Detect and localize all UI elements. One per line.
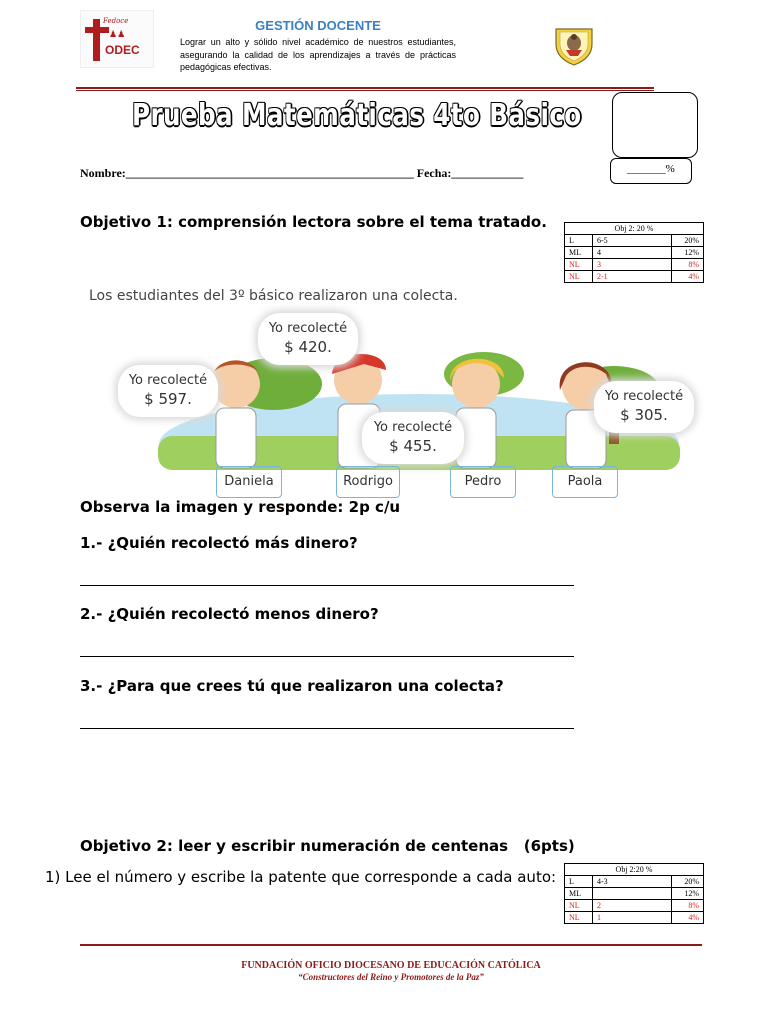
name-label-rodrigo: Rodrigo: [336, 466, 400, 498]
rubric-header: Obj 2:20 %: [565, 864, 704, 876]
school-crest-icon: [552, 26, 596, 66]
name-label-pedro: Pedro: [450, 466, 516, 498]
collection-illustration: [80, 284, 694, 500]
rubric-pct: 12%: [672, 888, 704, 900]
rubric-level: NL: [565, 900, 593, 912]
bubble-phrase: Yo recolecté: [268, 321, 348, 336]
rubric-range: 1: [593, 912, 672, 924]
rubric-range: 2-1: [593, 271, 672, 283]
rubric-range: 6-5: [593, 235, 672, 247]
rubric-pct: 4%: [672, 271, 704, 283]
speech-bubble-pedro: [362, 412, 464, 464]
rubric-range: 2: [593, 900, 672, 912]
mission-statement: Lograr un alto y sólido nivel académico de nuestros estudiantes, asegurando la calidad de los aprendizajes a través de prácticas pedagógicas efectivas.: [180, 37, 456, 72]
bubble-amount: $ 455.: [389, 437, 437, 455]
rubric-row: [565, 259, 704, 271]
cross-icon: [93, 19, 100, 61]
page-title: Prueba Matemáticas 4to Básico: [132, 98, 582, 133]
answer-line-1[interactable]: [80, 585, 574, 586]
rubric-level: ML: [565, 888, 593, 900]
bubble-phrase: Yo recolecté: [128, 373, 208, 388]
figures-icon: ♟♟: [109, 30, 126, 40]
rubric-row: [565, 876, 704, 888]
logo-brand-text: ODEC: [105, 43, 140, 57]
answer-line-2[interactable]: [80, 656, 574, 657]
instructions: Observa la imagen y responde: 2p c/u: [80, 498, 401, 516]
bubble-phrase: Yo recolecté: [604, 389, 684, 404]
objective-2-heading: Objetivo 2: leer y escribir numeración de centenas (6pts): [80, 837, 575, 855]
answer-line-3[interactable]: [80, 728, 574, 729]
objective-2-rubric: [564, 863, 704, 924]
rubric-pct: 4%: [672, 912, 704, 924]
gestion-title: GESTIÓN DOCENTE: [255, 18, 381, 33]
rubric-range: 3: [593, 259, 672, 271]
question-3: 3.- ¿Para que crees tú que realizaron una colecta?: [80, 677, 504, 695]
rubric-range: [593, 888, 672, 900]
speech-bubble-paola: [594, 381, 694, 433]
rubric-level: ML: [565, 247, 593, 259]
header-divider: [76, 87, 654, 91]
footer-organization: FUNDACIÓN OFICIO DIOCESANO DE EDUCACIÓN CATÓLICA: [241, 960, 541, 971]
logo-small-text: Fedoce: [103, 17, 129, 25]
illustration-intro: Los estudiantes del 3º básico realizaron una colecta.: [89, 288, 458, 304]
name-date-line[interactable]: Nombre:________________________________________________ Fecha:____________: [80, 166, 524, 180]
rubric-level: L: [565, 235, 593, 247]
speech-bubble-daniela: [118, 365, 218, 417]
rubric-level: L: [565, 876, 593, 888]
rubric-pct: 12%: [672, 247, 704, 259]
bubble-amount: $ 597.: [144, 390, 192, 408]
objective-2-question: 1) Lee el número y escribe la patente que corresponde a cada auto:: [45, 868, 557, 886]
rubric-range: 4: [593, 247, 672, 259]
rubric-pct: 8%: [672, 900, 704, 912]
speech-bubble-rodrigo: [258, 313, 358, 365]
rubric-row: [565, 888, 704, 900]
rubric-row: [565, 271, 704, 283]
rubric-level: NL: [565, 912, 593, 924]
rubric-pct: 8%: [672, 259, 704, 271]
objective-1-rubric: [564, 222, 704, 283]
grade-box[interactable]: [612, 92, 698, 158]
rubric-level: NL: [565, 259, 593, 271]
rubric-pct: 20%: [672, 235, 704, 247]
percent-box[interactable]: _______%: [610, 158, 692, 184]
rubric-pct: 20%: [672, 876, 704, 888]
rubric-level: NL: [565, 271, 593, 283]
footer-motto: “Constructores del Reino y Promotores de la Paz”: [298, 972, 484, 982]
rubric-row: [565, 912, 704, 924]
question-2: 2.- ¿Quién recolectó menos dinero?: [80, 605, 379, 623]
objective-1-heading: Objetivo 1: comprensión lectora sobre el tema tratado.: [80, 213, 547, 231]
rubric-row: [565, 900, 704, 912]
bubble-amount: $ 305.: [620, 406, 668, 424]
rubric-range: 4-3: [593, 876, 672, 888]
name-label-paola: Paola: [552, 466, 618, 498]
fodec-logo: [80, 10, 154, 68]
rubric-row: [565, 247, 704, 259]
rubric-header: Obj 2: 20 %: [565, 223, 704, 235]
footer-divider: [80, 944, 702, 946]
rubric-row: [565, 235, 704, 247]
bubble-phrase: Yo recolecté: [373, 420, 453, 435]
question-1: 1.- ¿Quién recolectó más dinero?: [80, 534, 358, 552]
name-label-daniela: Daniela: [216, 466, 282, 498]
bubble-amount: $ 420.: [284, 338, 332, 356]
